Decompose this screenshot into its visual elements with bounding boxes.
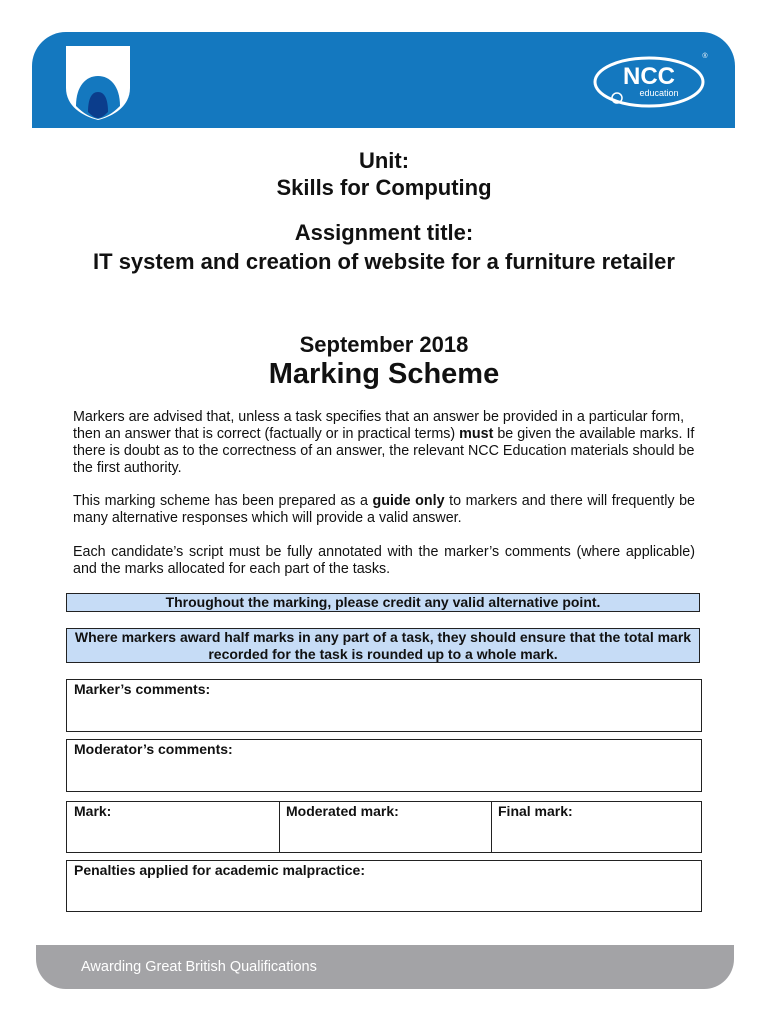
exam-date: September 2018 [299,332,469,357]
ncc-education-logo [593,48,711,110]
assignment-title: IT system and creation of website for a furniture retailer [93,249,675,274]
final-mark-cell[interactable] [491,802,701,852]
credit-notice: Throughout the marking, please credit any valid alternative point. [66,593,700,612]
moderator-comments-label: Moderator’s comments: [74,741,233,757]
penalties-label: Penalties applied for academic malpractice: [74,862,366,878]
moderator-comments-box[interactable] [66,739,702,792]
registered-mark: ® [702,53,708,60]
marks-row [66,801,702,853]
marker-comments-box[interactable] [66,679,702,732]
unit-title: Skills for Computing [276,175,492,200]
shield-logo-icon [66,46,130,120]
half-marks-notice: Where markers award half marks in any part of a task, they should ensure that the total mark recorded for the task is rounded up to a whole mark. [66,628,700,663]
mark-label: Mark: [74,803,112,819]
ncc-logo-subtext: education [639,88,679,98]
instruction-paragraph-3: Each candidate’s script must be fully annotated with the marker’s comments (where applicable) and the marks allocated for each part of the tasks. [73,544,695,577]
moderated-mark-cell[interactable] [279,802,492,852]
instruction-paragraph-1: Markers are advised that, unless a task specifies that an answer be provided in a particular form, then an answer that is correct (factually or in practical terms) must be given the available marks. If there is doubt as to the correctness of an answer, the relevant NCC Education materials should be the first authority. [73,409,695,476]
footer-tagline: Awarding Great British Qualifications [81,959,317,975]
header-banner [32,32,735,128]
penalties-box[interactable] [66,860,702,912]
instruction-paragraph-2: This marking scheme has been prepared as a guide only to markers and there will frequently be many alternative responses which will provide a valid answer. [73,493,695,526]
footer-banner [36,945,734,989]
mark-cell[interactable] [67,802,280,852]
marker-comments-label: Marker’s comments: [74,681,211,697]
unit-label: Unit: [358,148,410,173]
moderated-mark-label: Moderated mark: [286,803,399,819]
document-type: Marking Scheme [268,358,500,390]
ncc-logo-text: NCC [623,63,675,90]
final-mark-label: Final mark: [498,803,573,819]
assignment-label: Assignment title: [294,220,474,245]
